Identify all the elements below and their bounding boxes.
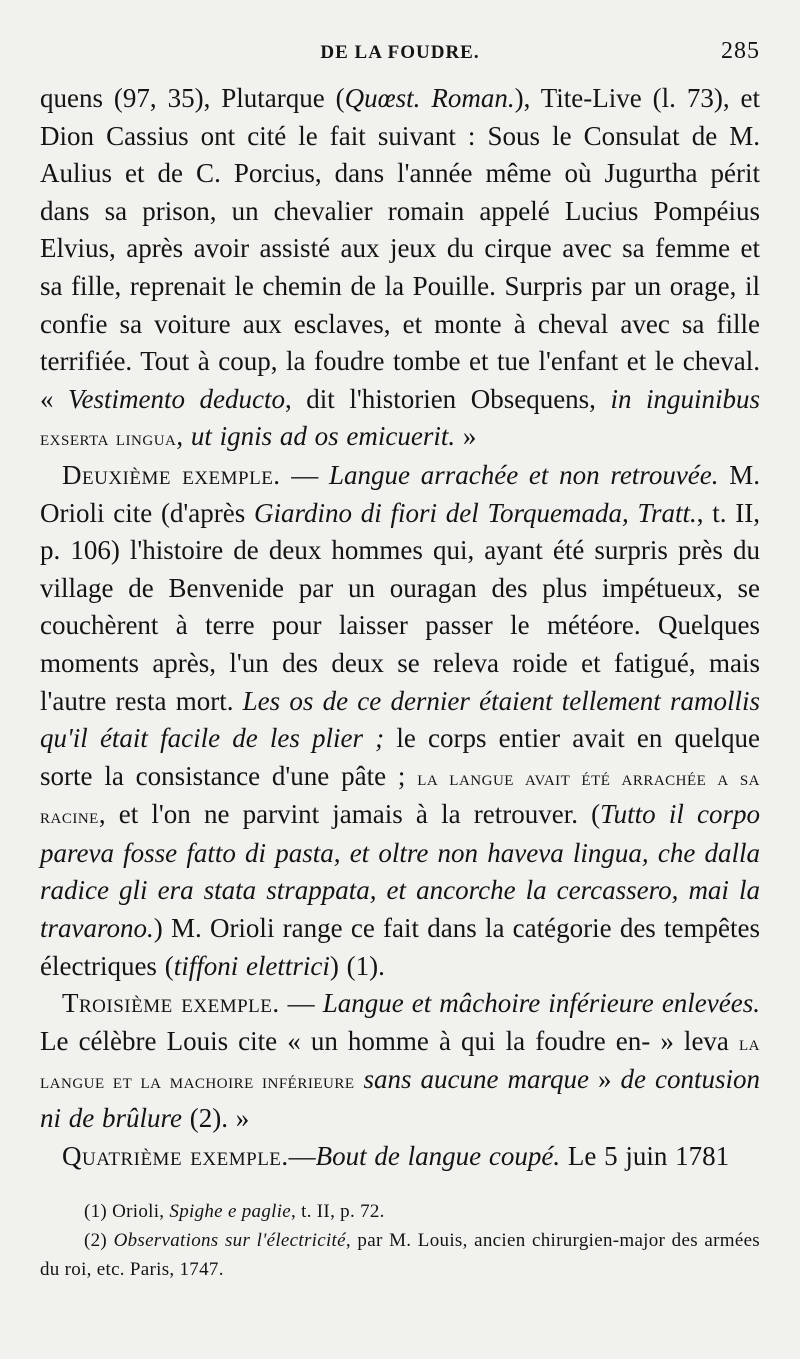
italic-run: Bout de langue coupé.: [315, 1140, 561, 1171]
body-text: [40, 80, 760, 1175]
italic-run: in inguinibus: [610, 383, 761, 414]
text-run: quens (97, 35), Plutarque (: [40, 83, 345, 113]
paragraph-first-example: [40, 80, 760, 457]
small-caps-run: exserta lingua: [40, 425, 177, 451]
text-run: —: [288, 1140, 316, 1171]
text-run: ,: [176, 421, 191, 452]
text-run: »: [589, 1064, 621, 1095]
text-run: , t. II, p. 106) l'histoire de deux hommes qui, ayant été surpris près du village de Benvenide par un ouragan des plus impétueux, se couchèrent à terre pour laisser passer le météore. Quelques moments après, l'un des deux se releva roide et fatigué, mais l'autre resta mort.: [40, 497, 760, 716]
text-run: , t. II, p. 72.: [291, 1201, 385, 1223]
italic-run: Quœst. Roman.: [344, 83, 515, 113]
italic-run: tiffoni elettrici: [173, 950, 330, 981]
text-run: (1) Orioli,: [84, 1201, 170, 1223]
paragraph-second-example: [40, 457, 760, 985]
running-head: [40, 36, 760, 80]
italic-run: Giardino di fiori del Torquemada, Tratt.: [254, 497, 697, 528]
text-run: ) M. Orioli range ce fait dans la catégorie des tempêtes électriques (: [40, 913, 760, 981]
italic-run: Tutto il corpo pareva fosse fatto di pasta, et oltre non haveva lingua, che dalla radice gli era stata strappata, et ancorche la cercassero, mai la travarono.: [40, 799, 760, 944]
text-run: , et l'on ne parvint jamais à la retrouver. (: [98, 799, 601, 830]
text-run: »: [455, 421, 477, 452]
text-run: (2): [84, 1230, 114, 1252]
italic-run: sans aucune marque: [363, 1064, 589, 1095]
text-run: , dit l'historien Obsequens,: [285, 383, 611, 414]
italic-run: Spighe e paglie: [169, 1201, 292, 1223]
italic-run: Les os de ce dernier étaient tellement ramollis qu'il était facile de les plier ;: [40, 685, 760, 754]
text-run: ) (1).: [329, 950, 385, 981]
text-run: M. Orioli cite (d'après: [40, 459, 761, 528]
italic-run: Langue arrachée et non retrouvée.: [329, 459, 719, 490]
text-run: ), Tite-Live (l. 73), et Dion Cassius ont cité le fait suivant : Sous le Consulat de M. Aulius et de C. Porcius, dans l'année même où Jugurtha périt dans sa prison, un chevalier romain appelé Lucius Pompéius Elvius, après avoir assisté aux jeux du cirque avec sa femme et sa fille, reprenait le chemin de la Pouille. Surpris par un orage, il confie sa voiture aux esclaves, et monte à cheval avec sa fille terrifiée. Tout à coup, la foudre tombe et tue l'enfant et le cheval. «: [40, 83, 760, 414]
example-heading: Troisième exemple.: [62, 988, 280, 1019]
italic-run: Langue et mâchoire inférieure enlevées.: [322, 988, 761, 1019]
footnotes: [40, 1197, 760, 1284]
italic-run: de contusion ni de brûlure: [40, 1064, 760, 1134]
italic-run: Vestimento deducto: [68, 383, 286, 414]
small-caps-run: la langue avait été arrachée a sa racine: [40, 764, 760, 829]
footnote-2: [40, 1226, 760, 1284]
text-run: —: [280, 459, 329, 490]
text-run: Le 5 juin 1781: [560, 1140, 730, 1171]
footnote-1: [40, 1197, 760, 1226]
text-run: [355, 1064, 364, 1094]
small-caps-run: la langue et la machoire inférieure: [40, 1029, 760, 1094]
running-title: DE LA FOUDRE.: [320, 42, 480, 63]
example-heading: Quatrième exemple.: [62, 1140, 289, 1171]
paragraph-fourth-example: [40, 1138, 760, 1176]
page-number: 285: [721, 38, 760, 64]
text-run: le corps entier avait en quelque sorte la consistance d'une pâte ;: [40, 723, 760, 791]
example-heading: Deuxième exemple.: [62, 459, 281, 490]
text-run: , par M. Louis, ancien chirurgien-major des armées du roi, etc. Paris, 1747.: [40, 1230, 760, 1281]
italic-run: ut ignis ad os emicuerit.: [190, 421, 456, 452]
text-run: (2). »: [181, 1103, 250, 1134]
text-run: —: [279, 988, 323, 1019]
text-run: Le célèbre Louis cite « un homme à qui la foudre en- » leva: [40, 1025, 739, 1056]
italic-run: Observations sur l'électricité: [113, 1230, 346, 1252]
paragraph-third-example: [40, 985, 760, 1137]
